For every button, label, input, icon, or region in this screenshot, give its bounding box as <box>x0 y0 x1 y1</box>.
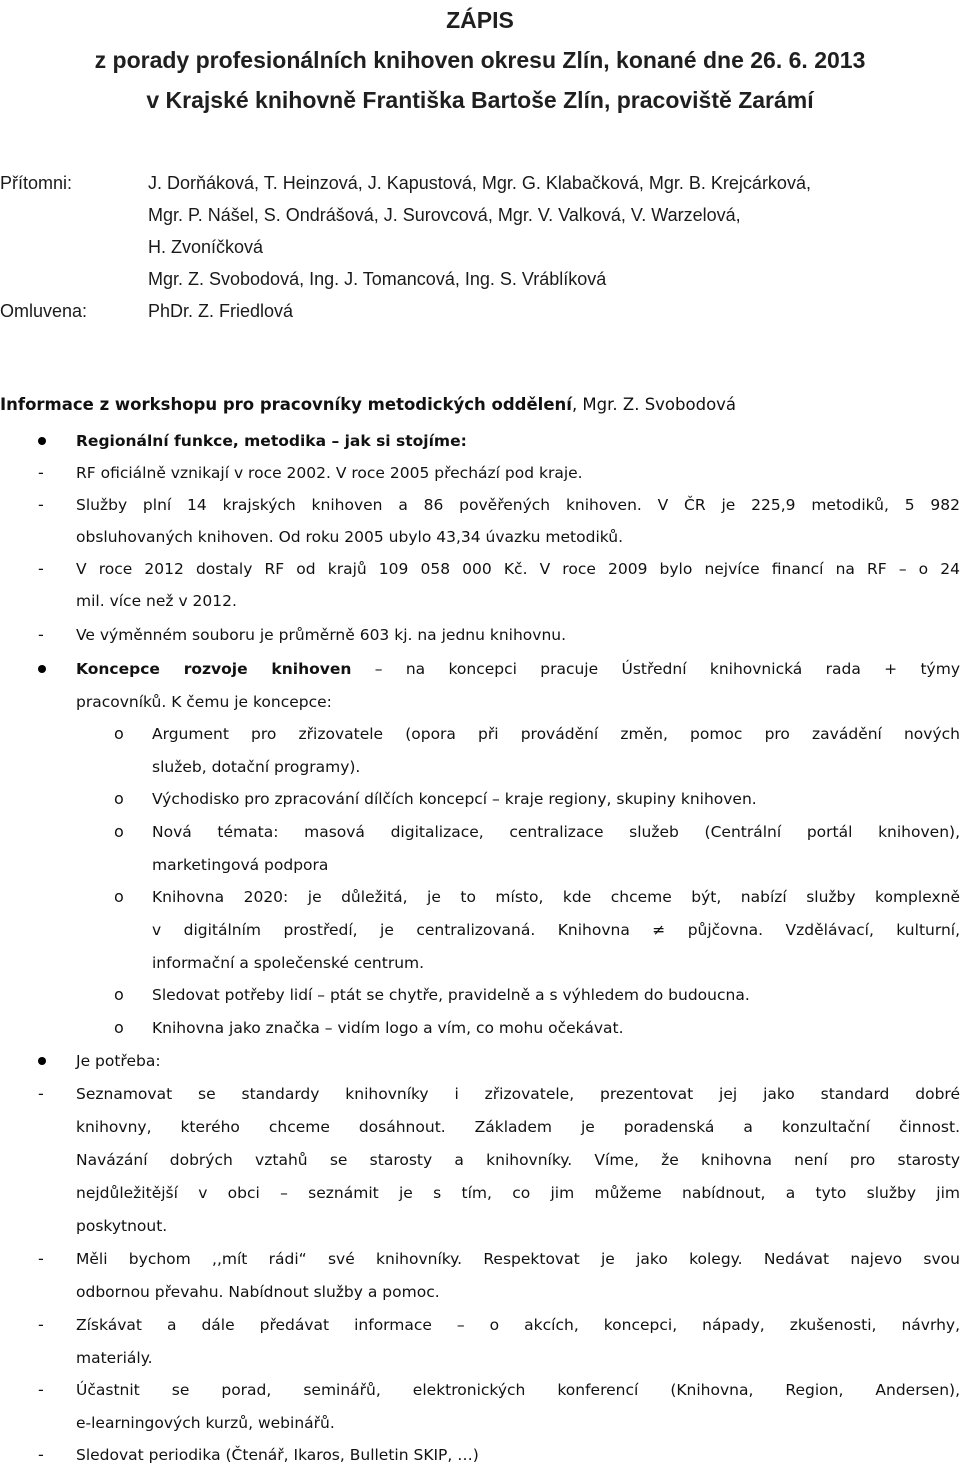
dash-marker: - <box>38 1084 44 1103</box>
sub-item-4-line-2: v digitálním prostředí, je centralizovaná. Knihovna ≠ půjčovna. Vzdělávací, kulturní, <box>152 921 960 939</box>
bullet-concept-bold: Koncepce rozvoje knihoven <box>76 660 352 678</box>
sub-marker: o <box>114 1018 124 1037</box>
section-heading <box>0 394 736 416</box>
dash-item-3-line-2: mil. více než v 2012. <box>76 592 237 610</box>
present-label: Přítomni: <box>0 173 73 193</box>
need-2-line-2: odbornou převahu. Nabídnout služby a pomoc. <box>76 1283 440 1301</box>
sub-marker: o <box>114 724 124 743</box>
sub-item-3-line-1: Nová témata: masová digitalizace, centralizace služeb (Centrální portál knihoven), <box>152 823 960 841</box>
sub-marker: o <box>114 887 124 906</box>
document-subtitle-line-1: z porady profesionálních knihoven okresu Zlín, konané dne 26. 6. 2013 <box>94 47 866 73</box>
need-3-line-2: materiály. <box>76 1349 153 1367</box>
document-subtitle-line-2: v Krajské knihovně Františka Bartoše Zlín, pracoviště Zarámí <box>146 87 814 113</box>
need-4-line-1: Účastnit se porad, seminářů, elektronických konferencí (Knihovna, Region, Andersen), <box>76 1381 960 1399</box>
bullet-dot <box>38 665 46 673</box>
need-1-line-1: Seznamovat se standardy knihovníky i zřizovatele, prezentovat jej jako standard dobré <box>76 1085 960 1103</box>
need-2-line-1: Měli bychom ,,mít rádi“ své knihovníky. Respektovat je jako kolegy. Nedávat najevo svou <box>76 1250 960 1268</box>
sub-marker: o <box>114 822 124 841</box>
dash-item-4: Ve výměnném souboru je průměrně 603 kj. na jednu knihovnu. <box>76 626 567 644</box>
dash-item-2-line-1: Služby plní 14 krajských knihoven a 86 pověřených knihoven. V ČR je 225,9 metodiků, 5 982 <box>76 496 960 514</box>
dash-marker: - <box>38 1380 44 1399</box>
sub-item-4-line-1: Knihovna 2020: je důležitá, je to místo, kde chceme být, nabízí služby komplexně <box>152 888 960 906</box>
need-1-line-4: nejdůležitější v obci – seznámit je s tím, co jim můžeme nabídnout, a tyto služby jim <box>76 1184 960 1202</box>
dash-marker: - <box>38 495 44 514</box>
sub-item-6: Knihovna jako značka – vidím logo a vím, co mohu očekávat. <box>152 1019 624 1037</box>
dash-marker: - <box>38 1315 44 1334</box>
sub-marker: o <box>114 789 124 808</box>
sub-item-1-line-2: služeb, dotační programy). <box>152 758 361 776</box>
document-title: ZÁPIS <box>446 7 514 33</box>
need-5: Sledovat periodika (Čtenář, Ikaros, Bulletin SKIP, …) <box>76 1446 479 1464</box>
need-1-line-5: poskytnout. <box>76 1217 168 1235</box>
need-1-line-3: Navázání dobrých vztahů se starosty a knihovníky. Víme, že knihovna není pro starosty <box>76 1151 960 1169</box>
sub-item-4-line-3: informační a společenské centrum. <box>152 954 425 972</box>
present-line-4: Mgr. Z. Svobodová, Ing. J. Tomancová, Ing. S. Vráblíková <box>148 269 607 289</box>
excused-line: PhDr. Z. Friedlová <box>148 301 294 321</box>
sub-marker: o <box>114 985 124 1004</box>
bullet-concept-rest: – na koncepci pracuje Ústřední knihovnická rada + týmy <box>351 660 960 678</box>
present-line-1: J. Dorňáková, T. Heinzová, J. Kapustová, Mgr. G. Klabačková, Mgr. B. Krejcárková, <box>148 173 811 193</box>
bullet-concept-line-1 <box>76 658 960 680</box>
dash-marker: - <box>38 625 44 644</box>
present-line-3: H. Zvoníčková <box>148 237 264 257</box>
bullet-concept-line-2: pracovníků. K čemu je koncepce: <box>76 693 332 711</box>
dash-item-2-line-2: obsluhovaných knihoven. Od roku 2005 ubylo 43,34 úvazku metodiků. <box>76 528 624 546</box>
sub-item-2: Východisko pro zpracování dílčích koncepcí – kraje regiony, skupiny knihoven. <box>152 790 757 808</box>
need-3-line-1: Získávat a dále předávat informace – o akcích, koncepci, nápady, zkušenosti, návrhy, <box>76 1316 960 1334</box>
sub-item-3-line-2: marketingová podpora <box>152 856 329 874</box>
excused-label: Omluvena: <box>0 301 88 321</box>
section-heading-author: , Mgr. Z. Svobodová <box>571 395 737 414</box>
section-heading-bold: Informace z workshopu pro pracovníky metodických oddělení <box>0 395 572 414</box>
dash-marker: - <box>38 1445 44 1464</box>
bullet-regional-functions: Regionální funkce, metodika – jak si stojíme: <box>76 432 467 450</box>
sub-item-1-line-1: Argument pro zřizovatele (opora při provádění změn, pomoc pro zavádění nových <box>152 725 960 743</box>
need-1-line-2: knihovny, kterého chceme dosáhnout. Základem je poradenská a konzultační činnost. <box>76 1118 960 1136</box>
dash-item-3-line-1: V roce 2012 dostaly RF od krajů 109 058 000 Kč. V roce 2009 bylo nejvíce financí na RF – o 24 <box>76 560 960 578</box>
dash-marker: - <box>38 559 44 578</box>
bullet-needs: Je potřeba: <box>76 1052 161 1070</box>
bullet-dot <box>38 1057 46 1065</box>
bullet-dot <box>38 437 46 445</box>
dash-item-1: RF oficiálně vznikají v roce 2002. V roce 2005 přechází pod kraje. <box>76 464 583 482</box>
present-line-2: Mgr. P. Nášel, S. Ondrášová, J. Surovcová, Mgr. V. Valková, V. Warzelová, <box>148 205 741 225</box>
sub-item-5: Sledovat potřeby lidí – ptát se chytře, pravidelně a s výhledem do budoucna. <box>152 986 750 1004</box>
dash-marker: - <box>38 1249 44 1268</box>
need-4-line-2: e-learningových kurzů, webinářů. <box>76 1414 335 1432</box>
dash-marker: - <box>38 463 44 482</box>
